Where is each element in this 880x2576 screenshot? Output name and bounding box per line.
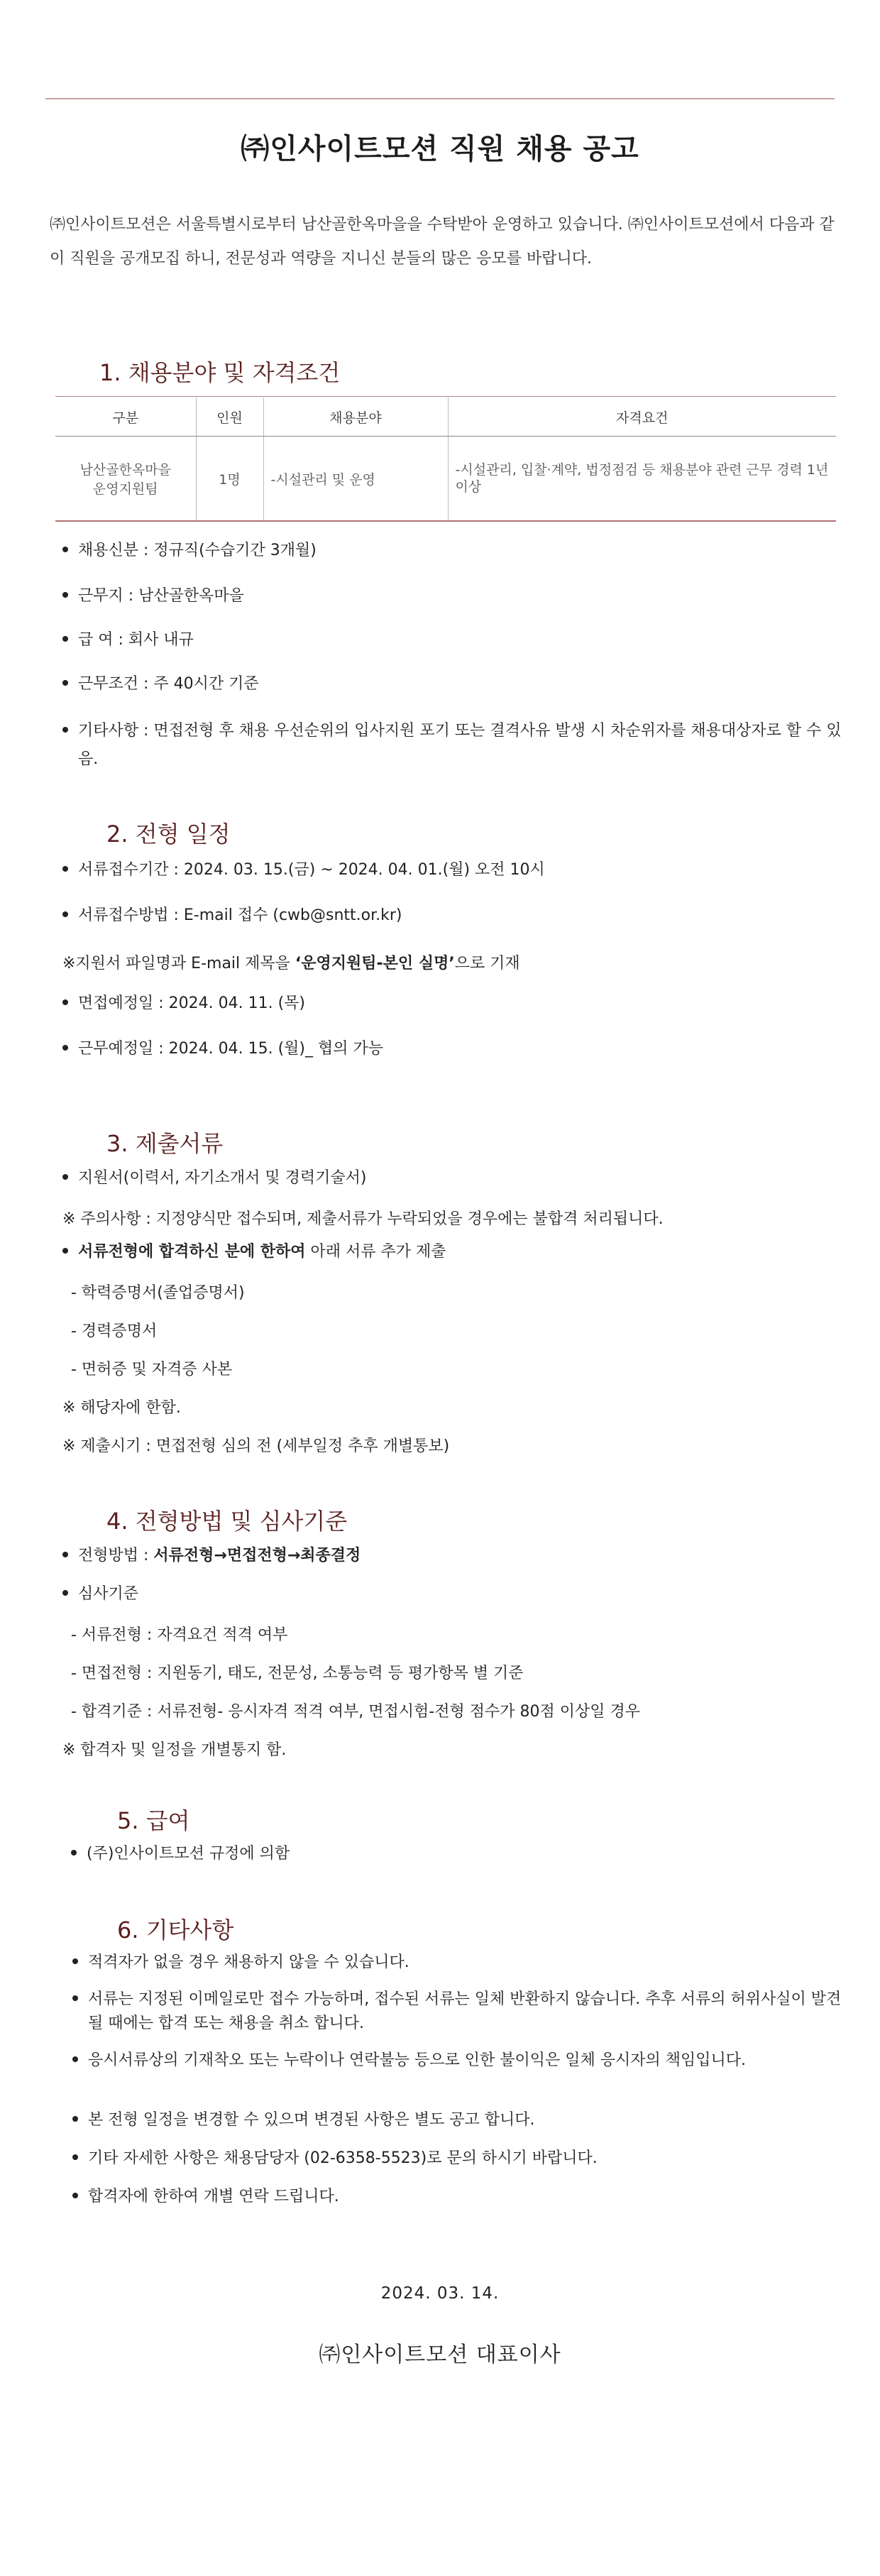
sub-item: - 면허증 및 자격증 사본 <box>71 1361 233 1379</box>
caution-note: ※ 주의사항 : 지정양식만 접수되며, 제출서류가 누락되었을 경우에는 불합격 처리됩니다. <box>62 1210 664 1228</box>
list-item: 면접예정일 : 2024. 04. 11. (목) <box>62 991 305 1016</box>
section-5-heading: 5. 급여 <box>117 1807 190 1834</box>
bullet-icon <box>62 1552 68 1557</box>
table-header: 인원 <box>196 398 263 437</box>
bullet-icon <box>72 2056 78 2062</box>
list-item: 근무조건 : 주 40시간 기준 <box>62 672 259 697</box>
list-item: 서류전형에 합격하신 분에 한하여 아래 서류 추가 제출 <box>62 1239 446 1265</box>
section-6-heading: 6. 기타사항 <box>117 1917 234 1944</box>
table-header: 채용분야 <box>263 398 448 437</box>
bullet-icon <box>62 592 68 598</box>
list-item: 합격자에 한하여 개별 연락 드립니다. <box>68 2185 847 2209</box>
section-1-heading: 1. 채용분야 및 자격조건 <box>99 359 341 386</box>
filename-note: ※지원서 파일명과 E-mail 제목을 ‘운영지원팀-본인 실명’으로 기재 <box>62 955 520 972</box>
sub-item: - 경력증명서 <box>71 1322 158 1340</box>
section-2-heading: 2. 전형 일정 <box>106 821 231 848</box>
table-row <box>55 437 836 522</box>
table-cell-field: -시설관리 및 운영 <box>263 437 448 522</box>
table-cell-qualification: -시설관리, 입찰·계약, 법정점검 등 채용분야 관련 근무 경력 1년 이상 <box>448 437 836 522</box>
sub-item: - 서류전형 : 자격요건 적격 여부 <box>71 1626 288 1644</box>
list-item: 전형방법 : 서류전형→면접전형→최종결정 <box>62 1543 361 1569</box>
bullet-icon <box>71 1850 77 1856</box>
list-item: 지원서(이력서, 자기소개서 및 경력기술서) <box>62 1166 366 1191</box>
table-header: 구분 <box>55 398 196 437</box>
list-item: 기타 자세한 사항은 채용담당자 (02-6358-5523)로 문의 하시기 바랍니다. <box>68 2147 847 2171</box>
list-item: 본 전형 일정을 변경할 수 있으며 변경된 사항은 별도 공고 합니다. <box>68 2108 847 2132</box>
sub-item: - 합격기준 : 서류전형- 응시자격 적격 여부, 면접시험-전형 점수가 80점 이상일 경우 <box>71 1703 640 1721</box>
list-item: 적격자가 없을 경우 채용하지 않을 수 있습니다. <box>68 1951 847 1975</box>
list-item: 기타사항 : 면접전형 후 채용 우선순위의 입사지원 포기 또는 결격사유 발생 시 차순위자를 채용대상자로 할 수 있음. <box>58 717 845 774</box>
intro-paragraph: ㈜인사이트모션은 서울특별시로부터 남산골한옥마을을 수탁받아 운영하고 있습니다. ㈜인사이트모션에서 다음과 같이 직원을 공개모집 하니, 전문성과 역량을 지니신 분들의 많은 응모를 바랍니다. <box>50 216 835 268</box>
bullet-icon <box>62 547 68 552</box>
bullet-icon <box>62 727 68 733</box>
bullet-icon <box>62 1590 68 1596</box>
note: ※ 제출시기 : 면접전형 심의 전 (세부일정 추후 개별통보) <box>62 1437 450 1455</box>
bullet-icon <box>72 1995 78 2001</box>
sub-item: - 학력증명서(졸업증명서) <box>71 1284 245 1302</box>
top-divider <box>45 98 835 99</box>
bullet-icon <box>62 1045 68 1051</box>
section-4-heading: 4. 전형방법 및 심사기준 <box>106 1508 348 1535</box>
table-cell-division: 남산골한옥마을 운영지원팀 <box>55 437 196 522</box>
bullet-icon <box>62 680 68 686</box>
list-item: 근무지 : 남산골한옥마을 <box>62 583 244 609</box>
section-3-heading: 3. 제출서류 <box>106 1130 224 1157</box>
list-item: 급 여 : 회사 내규 <box>62 627 194 653</box>
notice-date: 2024. 03. 14. <box>380 2284 500 2303</box>
bullet-icon <box>62 636 68 642</box>
table-header-row <box>55 398 836 437</box>
bullet-icon <box>72 1958 78 1964</box>
list-item: (주)인사이트모션 규정에 의함 <box>71 1841 290 1867</box>
bullet-icon <box>62 1174 68 1180</box>
list-item: 채용신분 : 정규직(수습기간 3개월) <box>62 538 317 564</box>
signature: ㈜인사이트모션 대표이사 <box>319 2342 561 2367</box>
list-item: 서류는 지정된 이메일로만 접수 가능하며, 접수된 서류는 일체 반환하지 않습니다. 추후 서류의 허위사실이 발견 될 때에는 합격 또는 채용을 취소 합니다. <box>68 1988 847 2036</box>
sub-item: - 면접전형 : 지원동기, 태도, 전문성, 소통능력 등 평가항목 별 기준 <box>71 1665 524 1682</box>
note: ※ 해당자에 한함. <box>62 1399 181 1417</box>
bullet-icon <box>62 866 68 872</box>
list-item: 근무예정일 : 2024. 04. 15. (월)_ 협의 가능 <box>62 1036 383 1062</box>
list-item: 서류접수기간 : 2024. 03. 15.(금) ~ 2024. 04. 01.(월) 오전 10시 <box>62 857 545 883</box>
bullet-icon <box>62 1248 68 1254</box>
requirements-table <box>55 398 836 522</box>
table-cell-headcount: 1명 <box>196 437 263 522</box>
section-1-divider <box>55 396 836 397</box>
bullet-icon <box>72 2193 78 2198</box>
list-item: 심사기준 <box>62 1582 138 1607</box>
bullet-icon <box>72 2116 78 2122</box>
list-item: 서류접수방법 : E-mail 접수 (cwb@sntt.or.kr) <box>62 903 402 928</box>
bullet-icon <box>72 2154 78 2160</box>
list-item: 응시서류상의 기재착오 또는 누락이나 연락불능 등으로 인한 불이익은 일체 응시자의 책임입니다. <box>68 2049 847 2073</box>
bullet-icon <box>62 911 68 917</box>
table-header: 자격요건 <box>448 398 836 437</box>
page-title: ㈜인사이트모션 직원 채용 공고 <box>241 133 639 165</box>
bullet-icon <box>62 999 68 1005</box>
note: ※ 합격자 및 일정을 개별통지 함. <box>62 1741 287 1759</box>
